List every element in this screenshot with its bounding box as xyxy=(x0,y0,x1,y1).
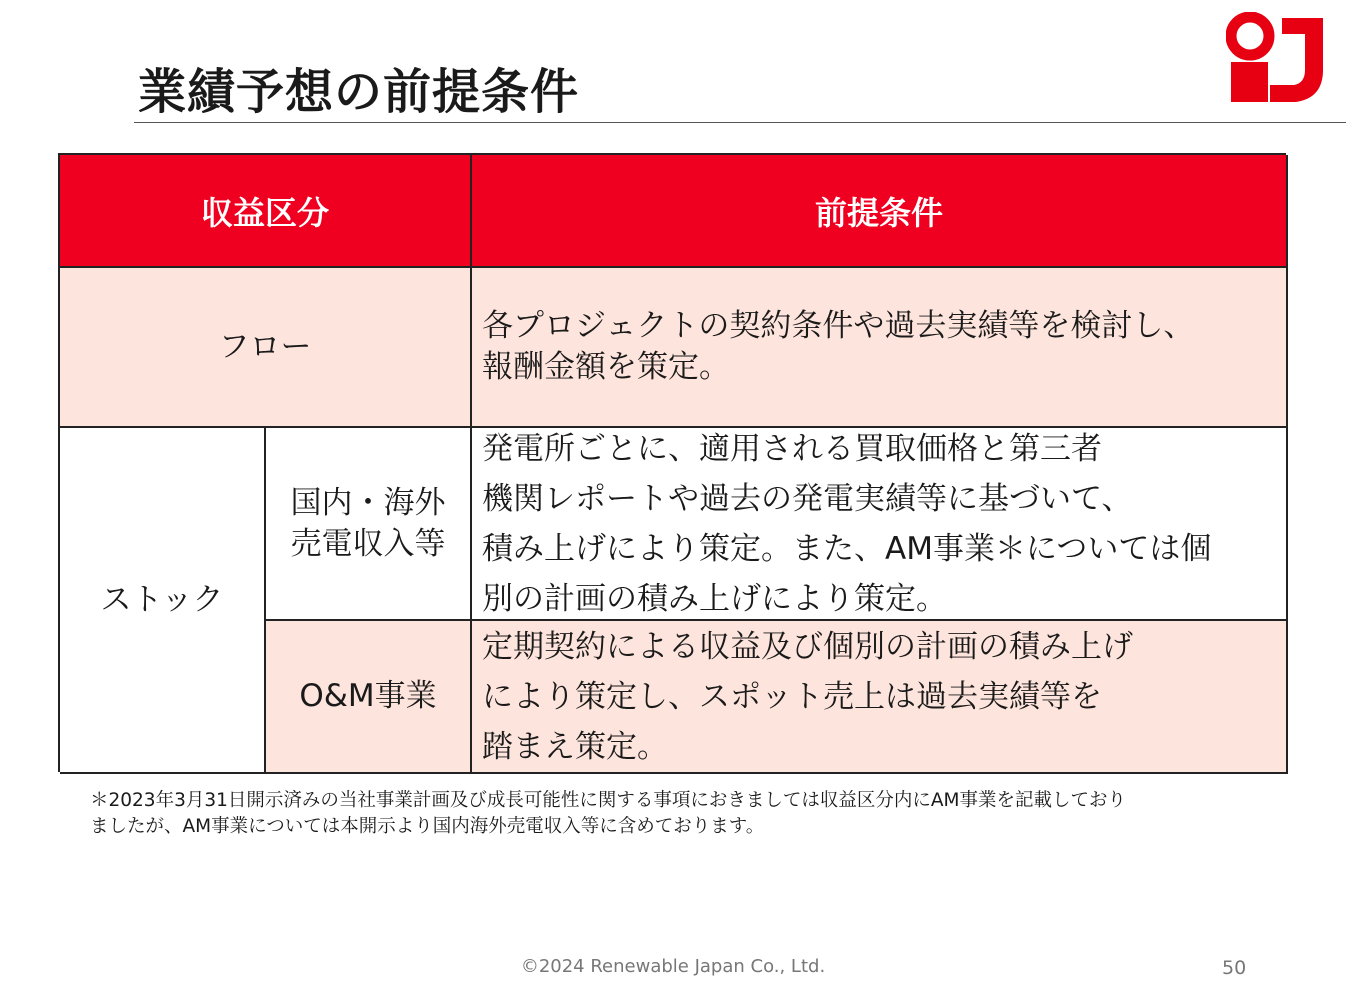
condition-om: 定期契約による収益及び個別の計画の積み上げ により策定し、スポット売上は過去実績等を 踏まえ策定。 xyxy=(472,621,1288,774)
category-stock: ストック xyxy=(60,428,266,774)
page-number: 50 xyxy=(1222,957,1247,979)
footnote: ＊2023年3月31日開示済みの当社事業計画及び成長可能性に関する事項におきましては収益区分内にAM事業を記載しており ましたが、AM事業については本開示より国内海外売電収入等に含めております。 xyxy=(90,790,1127,837)
renewable-japan-logo-icon xyxy=(1226,12,1326,104)
header-condition: 前提条件 xyxy=(472,155,1288,268)
conditions-table xyxy=(58,153,1286,772)
subcategory-om: O&M事業 xyxy=(266,621,472,774)
title-underline xyxy=(134,122,1346,123)
header-category: 収益区分 xyxy=(60,155,472,268)
category-flow: フロー xyxy=(60,268,472,428)
subcategory-power-sales: 国内・海外 売電収入等 xyxy=(266,428,472,621)
condition-power-sales: 発電所ごとに、適用される買取価格と第三者 機関レポートや過去の発電実績等に基づいて、 積み上げにより策定。また、AM事業＊については個 別の計画の積み上げにより策定。 xyxy=(472,428,1288,621)
copyright: ©2024 Renewable Japan Co., Ltd. xyxy=(520,956,826,977)
page-title: 業績予想の前提条件 xyxy=(138,64,580,120)
condition-flow: 各プロジェクトの契約条件や過去実績等を検討し、 報酬金額を策定。 xyxy=(472,268,1288,428)
